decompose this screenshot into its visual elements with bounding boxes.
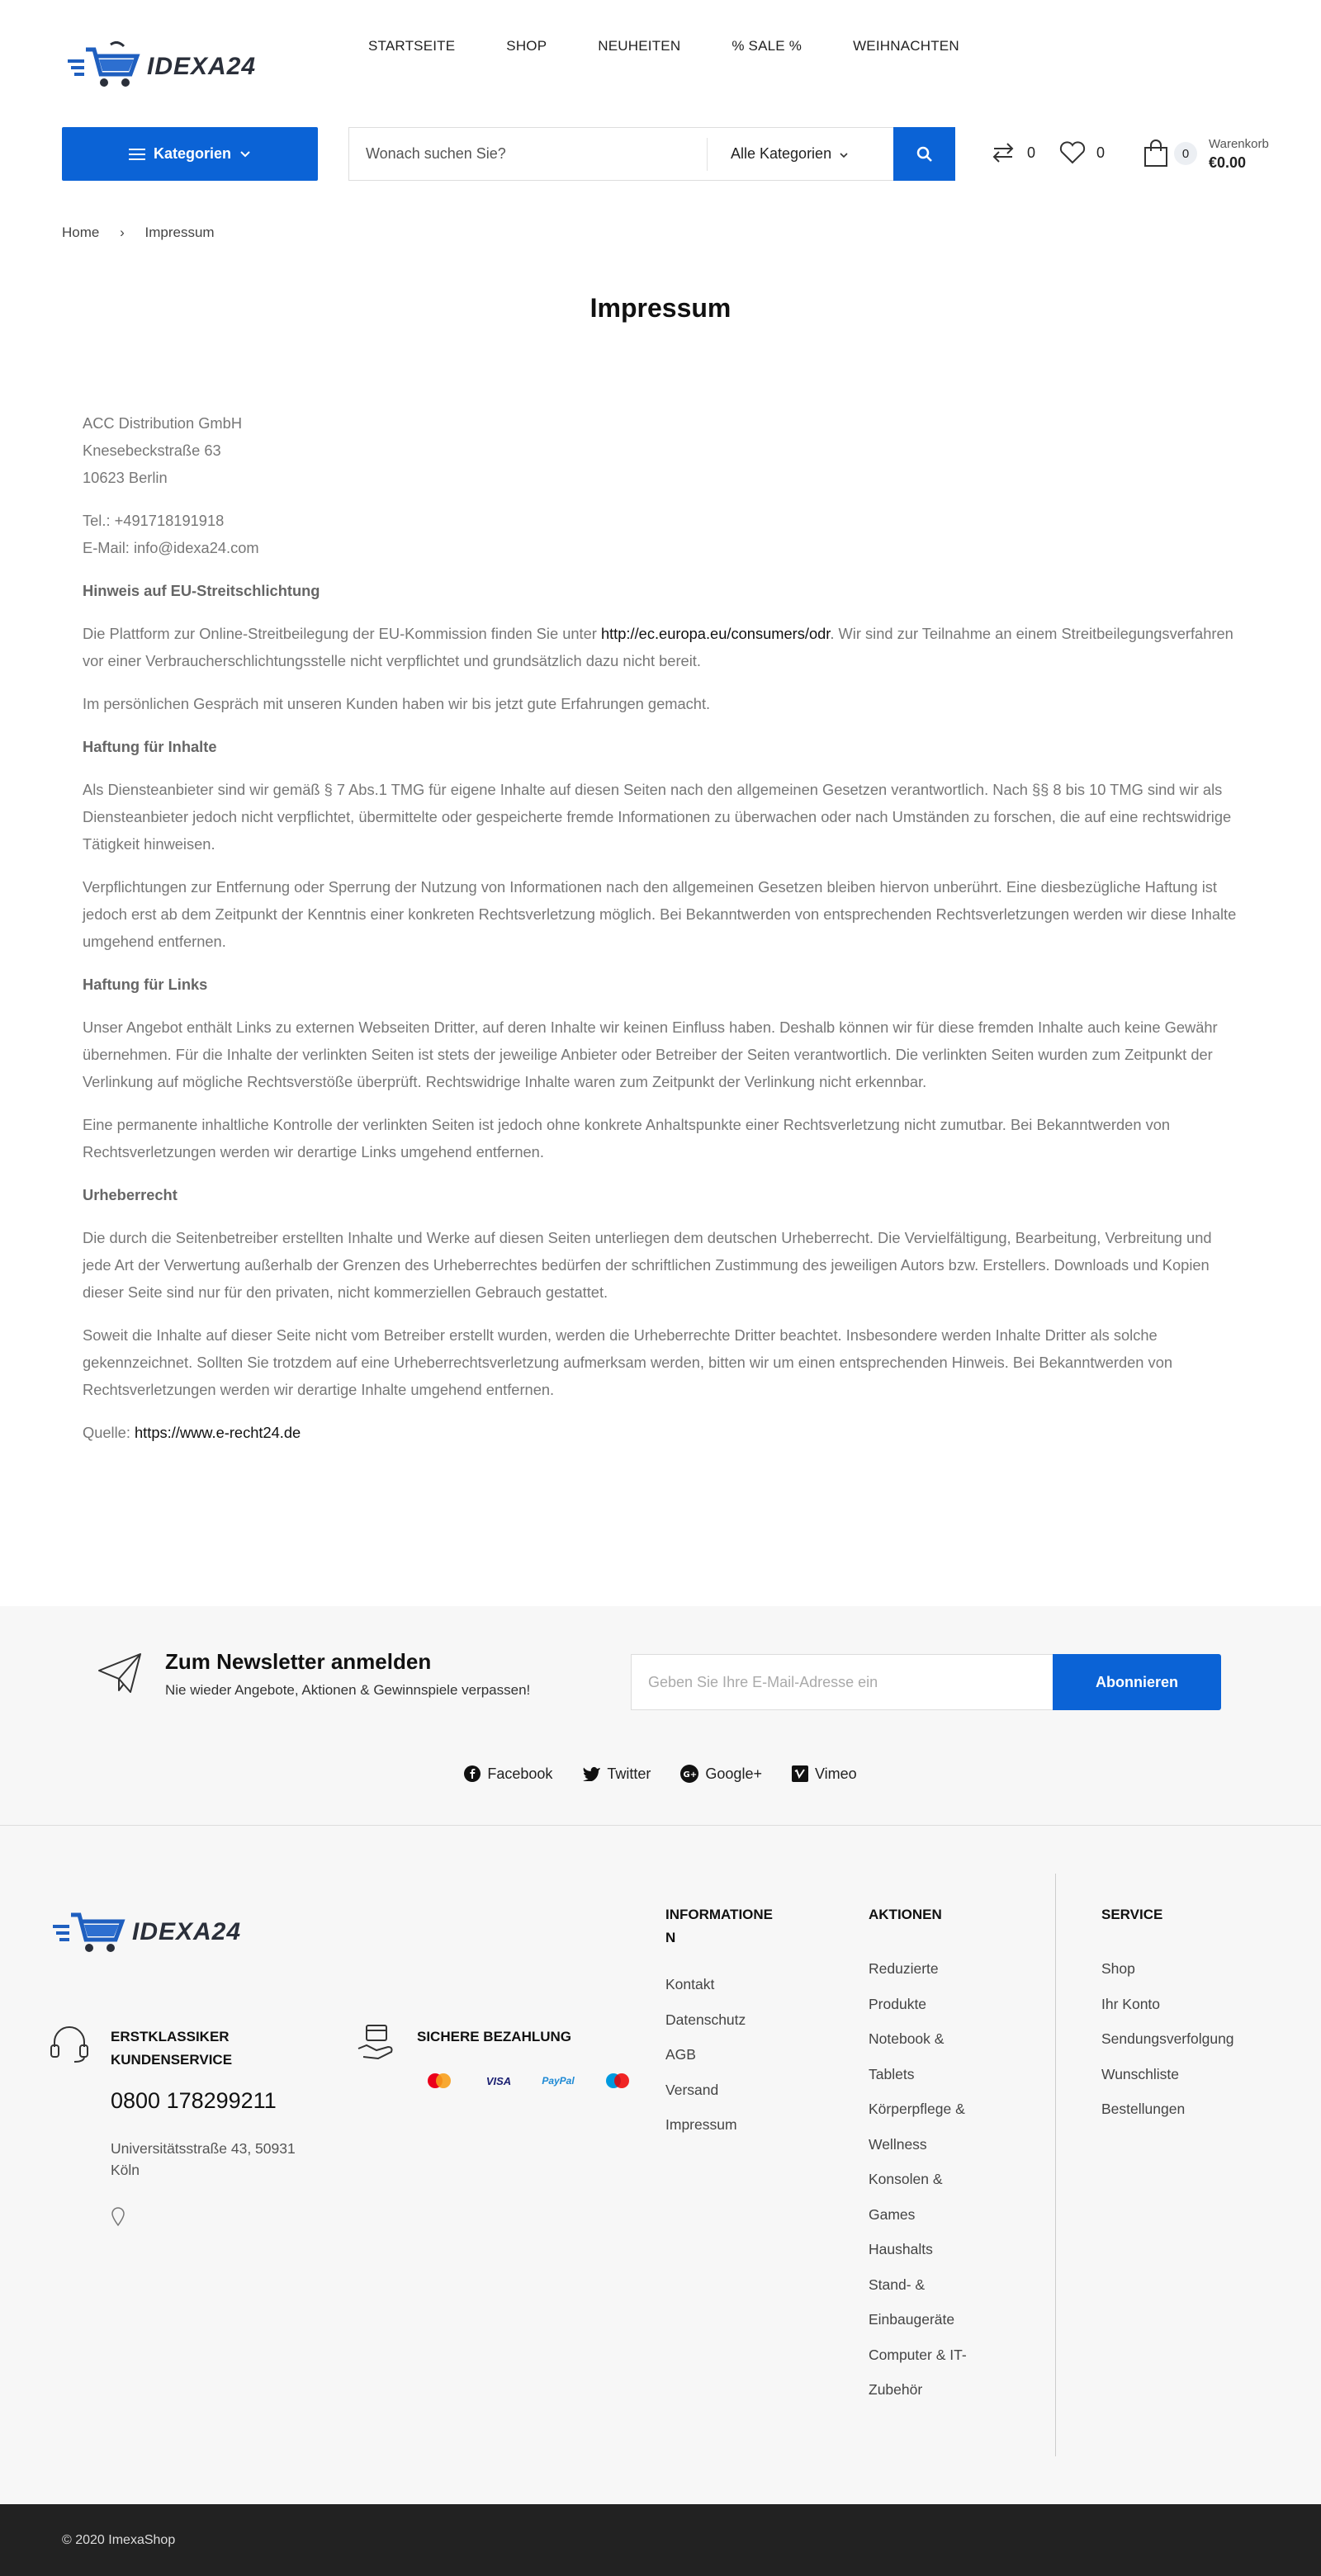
copyright-text: © 2020 ImexaShop bbox=[62, 2532, 176, 2547]
footer-link-action[interactable]: Games bbox=[869, 2205, 916, 2223]
vimeo-icon bbox=[792, 1765, 808, 1782]
text: . Wir sind zur Teilnahme an einem Streitbeilegungsverfahren vor einer Verbraucherschlichtungsstelle nicht verpflichtet und grundsätzlich dazu nicht bereit. bbox=[83, 625, 1233, 669]
service-links bbox=[1101, 1951, 1234, 2127]
footer-link-orders[interactable]: Bestellungen bbox=[1101, 2101, 1186, 2117]
footer-link-action[interactable]: Körperpflege & bbox=[869, 2101, 965, 2117]
social-facebook[interactable] bbox=[464, 1765, 552, 1783]
nav-item-weihnachten[interactable]: WEIHNACHTEN bbox=[853, 38, 959, 54]
paragraph-links-1: Unser Angebot enthält Links zu externen Webseiten Dritter, auf deren Inhalte wir keinen Einfluss haben. Deshalb können wir für diese fremden Inhalte auch keine Gewähr übernehmen. Für die Inhalte der verlinkten Seiten ist stets der jeweilige Anbieter oder Betreiber der Seiten verantwortlich. Die verlinkten Seiten wurden zum Zeitpunkt der Verlinkung auf mögliche Rechtsverstöße überprüft. Rechtswidrige Inhalte waren zum Zeitpunkt der Verlinkung nicht erkennbar. bbox=[83, 1019, 1218, 1090]
cart-total: €0.00 bbox=[1209, 154, 1247, 171]
chevron-down-icon bbox=[839, 152, 849, 158]
phone-text: Tel.: +491718191918 bbox=[83, 512, 225, 529]
newsletter-email-input[interactable]: Geben Sie Ihre E-Mail-Adresse ein bbox=[631, 1654, 1053, 1710]
footer-link-tracking[interactable]: Sendungsverfolgung bbox=[1101, 2030, 1234, 2047]
heading-streit: Hinweis auf EU-Streitschlichtung bbox=[83, 582, 320, 599]
categories-label: Kategorien bbox=[153, 145, 232, 162]
search-bar bbox=[348, 127, 955, 181]
copyright-bar bbox=[0, 2504, 1321, 2576]
payment-title: SICHERE BEZAHLUNG bbox=[417, 2029, 572, 2044]
site-logo[interactable] bbox=[66, 41, 256, 92]
payment-methods bbox=[419, 2068, 657, 2093]
cart-link[interactable] bbox=[1143, 135, 1269, 172]
social-label: Google+ bbox=[705, 1765, 762, 1782]
text: Die Plattform zur Online-Streitbeilegung der EU-Kommission finden Sie unter bbox=[83, 625, 601, 642]
paypal-icon: PayPal bbox=[542, 2075, 575, 2087]
wishlist-count: 0 bbox=[1096, 144, 1106, 161]
impressum-content bbox=[83, 409, 1238, 1462]
street: Knesebeckstraße 63 bbox=[83, 442, 221, 459]
source-line bbox=[83, 1419, 1238, 1446]
title-line: KUNDENSERVICE bbox=[111, 2052, 233, 2068]
footer-address bbox=[111, 2138, 296, 2181]
headset-icon bbox=[48, 2022, 91, 2065]
footer-link-action[interactable]: Zubehör bbox=[869, 2381, 923, 2398]
categories-button[interactable] bbox=[62, 127, 318, 181]
facebook-icon bbox=[464, 1765, 481, 1782]
nav-item-startseite[interactable]: STARTSEITE bbox=[368, 38, 456, 54]
social-twitter[interactable] bbox=[582, 1765, 651, 1783]
address-line: Universitätsstraße 43, 50931 bbox=[111, 2140, 296, 2157]
svg-text:G+: G+ bbox=[683, 1770, 698, 1780]
logo-text: IDEXA24 bbox=[147, 53, 257, 80]
paragraph-urheber-1: Die durch die Seitenbetreiber erstellten Inhalte und Werke auf diesen Seiten unterliegen dem deutschen Urheberrecht. Die Vervielfältigung, Bearbeitung, Verbreitung und jede Art der Verwertung außerhalb der Grenzen des Urheberrechtes bedürfen der schriftlichen Zustimmung des jeweiligen Autors bzw. Erstellers. Downloads und Kopien dieser Seite sind nur für den privaten, nicht kommerziellen Gebrauch gestattet. bbox=[83, 1229, 1212, 1301]
info-title bbox=[665, 1903, 773, 1950]
heading-inhalte: Haftung für Inhalte bbox=[83, 738, 217, 755]
social-label: Twitter bbox=[607, 1765, 651, 1782]
twitter-icon bbox=[582, 1766, 600, 1781]
paragraph-streit bbox=[83, 620, 1238, 674]
social-vimeo[interactable] bbox=[792, 1765, 857, 1783]
heart-icon bbox=[1058, 140, 1087, 165]
nav-item-sale[interactable]: % SALE % bbox=[732, 38, 803, 54]
newsletter-section bbox=[0, 1606, 1321, 1826]
email-text: E-Mail: info@idexa24.com bbox=[83, 539, 259, 556]
service-title: SERVICE bbox=[1101, 1907, 1163, 1922]
compare-count: 0 bbox=[1027, 144, 1036, 161]
heading-urheber: Urheberrecht bbox=[83, 1186, 178, 1203]
cart-label: Warenkorb bbox=[1209, 137, 1269, 151]
newsletter-title: Zum Newsletter anmelden bbox=[165, 1649, 432, 1674]
footer-link-agb[interactable]: AGB bbox=[665, 2046, 696, 2063]
cart-logo-icon bbox=[66, 41, 140, 92]
footer-link-action[interactable]: Produkte bbox=[869, 1995, 927, 2012]
compare-link[interactable] bbox=[989, 140, 1035, 165]
footer-link-action[interactable]: Einbaugeräte bbox=[869, 2311, 955, 2328]
shopping-bag-icon bbox=[1143, 139, 1169, 168]
footer-link-datenschutz[interactable]: Datenschutz bbox=[665, 2011, 746, 2028]
footer-link-action[interactable]: Wellness bbox=[869, 2135, 927, 2153]
breadcrumb-separator: › bbox=[120, 225, 125, 240]
footer-link-shop[interactable]: Shop bbox=[1101, 1960, 1135, 1977]
search-button[interactable] bbox=[893, 127, 955, 181]
visa-icon: VISA bbox=[485, 2074, 512, 2087]
footer-link-impressum[interactable]: Impressum bbox=[665, 2116, 737, 2133]
footer-link-kontakt[interactable]: Kontakt bbox=[665, 1976, 715, 1992]
mastercard-icon bbox=[419, 2068, 459, 2093]
logo-text: IDEXA24 bbox=[132, 1918, 242, 1945]
nav-item-shop[interactable]: SHOP bbox=[506, 38, 547, 54]
nav-item-neuheiten[interactable]: NEUHEITEN bbox=[598, 38, 681, 54]
paragraph-gespraech: Im persönlichen Gespräch mit unseren Kunden haben wir bis jetzt gute Erfahrungen gemacht. bbox=[83, 695, 711, 712]
footer-link-versand[interactable]: Versand bbox=[665, 2081, 719, 2098]
cart-count-badge: 0 bbox=[1174, 142, 1197, 165]
footer-link-action[interactable]: Reduzierte bbox=[869, 1960, 939, 1977]
address-block bbox=[83, 409, 1238, 491]
paragraph-inhalte-1: Als Diensteanbieter sind wir gemäß § 7 Abs.1 TMG für eigene Inhalte auf diesen Seiten nach den allgemeinen Gesetzen verantwortlich. Nach §§ 8 bis 10 TMG sind wir als Diensteanbieter jedoch nicht verpflichtet, übermittelte oder gespeicherte fremde Informationen zu überwachen oder nach Umständen zu forschen, die auf eine rechtswidrige Tätigkeit hinweisen. bbox=[83, 781, 1232, 853]
heading-links: Haftung für Links bbox=[83, 976, 208, 993]
google-plus-icon bbox=[680, 1765, 698, 1783]
footer-link-action[interactable]: Stand- & bbox=[869, 2276, 926, 2293]
category-select-label: Alle Kategorien bbox=[731, 145, 832, 162]
category-select[interactable] bbox=[708, 145, 893, 163]
paper-plane-icon bbox=[97, 1652, 144, 1695]
service-phone[interactable]: 0800 178299211 bbox=[111, 2088, 277, 2113]
subscribe-button[interactable]: Abonnieren bbox=[1053, 1654, 1221, 1710]
source-link[interactable]: https://www.e-recht24.de bbox=[135, 1424, 301, 1441]
site-footer bbox=[0, 1826, 1321, 2504]
footer-link-action[interactable]: Tablets bbox=[869, 2065, 915, 2082]
breadcrumb-home[interactable]: Home bbox=[62, 225, 100, 240]
social-label: Facebook bbox=[487, 1765, 553, 1782]
breadcrumb bbox=[62, 225, 231, 241]
city: 10623 Berlin bbox=[83, 469, 168, 486]
wishlist-link[interactable] bbox=[1058, 140, 1105, 165]
social-label: Vimeo bbox=[814, 1765, 857, 1782]
company-name: ACC Distribution GmbH bbox=[83, 414, 243, 432]
footer-divider bbox=[1055, 1874, 1056, 2456]
address-line: Köln bbox=[111, 2162, 140, 2178]
footer-link-action[interactable]: Haushalts bbox=[869, 2241, 933, 2257]
customer-service-title bbox=[111, 2025, 232, 2072]
footer-link-konto[interactable]: Ihr Konto bbox=[1101, 1995, 1161, 2012]
menu-icon bbox=[129, 145, 145, 163]
breadcrumb-current: Impressum bbox=[144, 225, 215, 240]
search-icon bbox=[916, 146, 933, 163]
footer-link-action[interactable]: Computer & IT- bbox=[869, 2346, 967, 2363]
footer-logo[interactable] bbox=[51, 1907, 241, 1958]
title-line: ERSTKLASSIKER bbox=[111, 2029, 230, 2044]
source-label: Quelle: bbox=[83, 1424, 135, 1441]
chevron-down-icon bbox=[239, 150, 251, 158]
social-links bbox=[0, 1765, 1321, 1783]
footer-link-action[interactable]: Notebook & bbox=[869, 2030, 945, 2047]
actions-links bbox=[869, 1951, 967, 2408]
paragraph-inhalte-2: Verpflichtungen zur Entfernung oder Sperrung der Nutzung von Informationen nach den allgemeinen Gesetzen bleiben hiervon unberührt. Eine diesbezügliche Haftung ist jedoch erst ab dem Zeitpunkt der Kenntnis einer konkreten Rechtsverletzung möglich. Bei Bekanntwerden von entsprechenden Rechtsverletzungen werden wir diese Inhalte umgehend entfernen. bbox=[83, 878, 1237, 950]
main-nav bbox=[368, 38, 1011, 54]
footer-link-wishlist[interactable]: Wunschliste bbox=[1101, 2065, 1180, 2082]
title-line: N bbox=[665, 1930, 676, 1945]
odr-link[interactable]: http://ec.europa.eu/consumers/odr bbox=[600, 625, 831, 642]
info-links bbox=[665, 1967, 746, 2143]
maestro-icon bbox=[598, 2068, 637, 2093]
secure-payment-icon bbox=[355, 2021, 398, 2063]
contact-block bbox=[83, 507, 1238, 561]
title-line: INFORMATIONE bbox=[665, 1907, 774, 1922]
actions-title: AKTIONEN bbox=[869, 1907, 942, 1922]
footer-link-action[interactable]: Konsolen & bbox=[869, 2171, 943, 2187]
paragraph-urheber-2: Soweit die Inhalte auf dieser Seite nicht vom Betreiber erstellt wurden, werden die Urheberrechte Dritter beachtet. Insbesondere werden Inhalte Dritter als solche gekennzeichnet. Sollten Sie trotzdem auf eine Urheberrechtsverletzung aufmerksam werden, bitten wir um einen entsprechenden Hinweis. Bei Bekanntwerden von Rechtsverletzungen werden wir derartige Inhalte umgehend entfernen. bbox=[83, 1326, 1173, 1398]
paragraph-links-2: Eine permanente inhaltliche Kontrolle der verlinkten Seiten ist jedoch ohne konkrete Anhaltspunkte einer Rechtsverletzung nicht zumutbar. Bei Bekanntwerden von Rechtsverletzungen werden wir derartige Links umgehend entfernen. bbox=[83, 1116, 1171, 1160]
cart-logo-icon bbox=[51, 1907, 125, 1958]
social-googleplus[interactable] bbox=[680, 1765, 762, 1783]
newsletter-subtitle: Nie wieder Angebote, Aktionen & Gewinnspiele verpassen! bbox=[165, 1682, 531, 1698]
search-input[interactable]: Wonach suchen Sie? bbox=[366, 145, 506, 162]
compare-icon bbox=[989, 140, 1017, 165]
page-title: Impressum bbox=[589, 293, 732, 323]
map-pin-icon[interactable] bbox=[111, 2207, 125, 2227]
